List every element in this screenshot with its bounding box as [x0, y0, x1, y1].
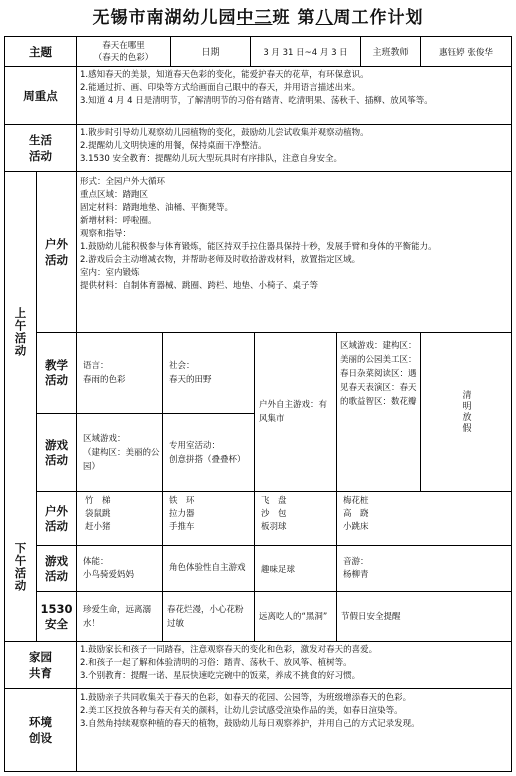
afternoon-game-c4-title: 杨柳青 [343, 569, 369, 580]
topic-label: 主题 [29, 44, 52, 59]
list-item: 3.自然角持续观察种植的春天的植物，鼓励幼儿每日观察养护，并用自己的方式记录发现。 [80, 719, 420, 729]
morning-label [5, 172, 36, 491]
holiday-note [421, 333, 511, 491]
title-school: 无锡市南湖幼儿园 [92, 8, 237, 28]
list-item: 拉力器 [169, 509, 195, 519]
list-item: 小跳床 [343, 522, 369, 532]
afternoon-game-label-line2: 活动 [45, 568, 68, 583]
afternoon-label-text: 下午活动 [13, 541, 28, 592]
topic-value-line1: 春天在哪里 [102, 40, 145, 51]
teaching-social-type: 社会： [169, 361, 195, 371]
week-focus-list [77, 67, 511, 124]
afternoon-outdoor-col1 [77, 492, 162, 545]
afternoon-game-c1-title: 小鸟骑爱妈妈 [83, 569, 135, 580]
list-item: 2.美工区投放各种与春天有关的颜料，让幼儿尝试感受渲染作品的美，如春日渲染等。 [80, 706, 403, 716]
list-item: 重点区域：踏跑区 [80, 190, 149, 200]
list-item: 形式：全园户外大循环 [80, 177, 166, 187]
list-item: 观察和指导： [80, 229, 132, 239]
safety-label-line2: 安全 [45, 616, 68, 631]
afternoon-outdoor-col4 [337, 492, 511, 545]
list-item: 飞 盘 [261, 496, 287, 506]
title-week: 八 [315, 8, 334, 28]
safety-c4: 节假日安全提醒 [341, 611, 401, 622]
environment-label [5, 689, 76, 771]
family-list [77, 642, 511, 688]
page-title [0, 4, 516, 32]
date-label: 日期 [201, 48, 220, 58]
morning-game-area-title: （建构区：美丽的公园） [83, 447, 160, 472]
family-label-line2: 共育 [29, 666, 52, 680]
environment-label-line1: 环境 [29, 715, 52, 729]
safety-c3: 远离吃人的“黑洞” [259, 611, 328, 622]
family-label-line1: 家园 [29, 650, 52, 664]
list-item: 1.散步时引导幼儿观察幼儿园植物的变化，鼓励幼儿尝试收集并观察动植物。 [80, 128, 369, 138]
afternoon-outdoor-label-line2: 活动 [45, 518, 68, 533]
morning-outdoor-content [77, 172, 511, 332]
teaching-social-title: 春天的田野 [169, 375, 212, 385]
morning-outdoor-label [37, 172, 76, 332]
afternoon-game-c4-type: 音游： [343, 556, 369, 567]
list-item: 高 跷 [343, 509, 369, 519]
afternoon-game-c3: 趣味足球 [261, 564, 296, 575]
life-list [77, 125, 511, 171]
list-item: 铁 环 [169, 496, 195, 506]
list-item: 袋鼠跳 [85, 509, 111, 519]
list-item: 1.鼓励幼儿能积极参与体育锻炼，能区持双手拉住器具保持十秒，发展手臂和身体的平衡能力。 [80, 242, 437, 252]
list-item: 1.鼓励家长和孩子一同踏春，注意观察春天的变化和色彩，激发对春天的喜爱。 [80, 645, 378, 655]
list-item: 板羽球 [261, 522, 287, 532]
list-item: 3.1530 安全教育：提醒幼儿玩大型玩具时有序排队，注意自身安全。 [80, 154, 342, 164]
afternoon-outdoor-label [37, 492, 76, 545]
safety-label-line1: 1530 [40, 601, 73, 616]
afternoon-outdoor-col3 [255, 492, 336, 545]
list-item: 手推车 [169, 522, 195, 532]
teaching-language-type: 语言： [83, 361, 109, 371]
list-item: 2.能通过折、画、印染等方式给画面自己眼中的春天，并用语言描述出来。 [80, 83, 361, 93]
morning-outdoor-label-line1: 户外 [45, 237, 68, 251]
list-item: 沙 包 [261, 509, 287, 519]
afternoon-outdoor-label-line1: 户外 [45, 503, 68, 518]
list-item: 3.个别教育：提醒一诺、星辰快速吃完碗中的饭菜，养成不挑食的好习惯。 [80, 671, 361, 681]
family-label [5, 642, 76, 688]
teaching-language-title: 春雨的色彩 [83, 375, 126, 385]
morning-game-special-title: 创意拼搭（叠叠杯） [169, 454, 246, 465]
safety-c1: 珍爱生命，远离溺水！ [83, 604, 152, 629]
list-item: 固定材料：踏跑地垫、油桶、平衡凳等。 [80, 203, 234, 213]
afternoon-game-c2: 角色体验性自主游戏 [169, 563, 246, 573]
morning-game-special [163, 414, 254, 491]
teacher-label: 主班教师 [372, 48, 409, 58]
list-item: 3.知道 4 月 4 日是清明节，了解清明节的习俗有踏青、吃清明果、荡秋千、插柳、放风筝等。 [80, 96, 433, 106]
teaching-label: 教学活动 [45, 358, 68, 387]
afternoon-game-c1-type: 体能： [83, 556, 109, 567]
list-item: 1.鼓励亲子共同收集关于春天的色彩，如春天的花园、公园等，为班级增添春天的色彩。 [80, 693, 412, 703]
afternoon-game-label [37, 546, 76, 591]
list-item: 提供材料：自制体育器械、跳圈、跨栏、地垫、小椅子、桌子等 [80, 281, 319, 291]
afternoon-game-label-line1: 游戏 [45, 553, 68, 568]
holiday-note-text: 清明放假 [460, 390, 471, 434]
teaching-social [163, 333, 254, 413]
afternoon-game-c1 [77, 546, 162, 591]
life-label [5, 125, 76, 171]
teaching-language [77, 333, 162, 413]
list-item: 2.和孩子一起了解和体验清明的习俗：踏青、荡秋千、放风筝、植树等。 [80, 658, 352, 668]
week-focus-label: 周重点 [23, 88, 58, 103]
list-item: 竹 梯 [85, 496, 111, 506]
list-item: 1.感知春天的美景，知道春天色彩的变化，能爱护春天的花草，有环保意识。 [80, 70, 369, 80]
list-item: 2.提醒幼儿文明快速的用餐，保持桌面干净整洁。 [80, 141, 267, 151]
afternoon-outdoor-col2 [163, 492, 254, 545]
safety-label [37, 592, 76, 641]
list-item: 新增材料：呼啦圈。 [80, 216, 157, 226]
title-ban: 班 第 [272, 8, 316, 28]
morning-game-area-type: 区域游戏： [83, 433, 126, 444]
date-value: 3 月 31 日~4 月 3 日 [263, 47, 348, 58]
title-class: 中三 [236, 8, 273, 28]
morning-outdoor-label-line2: 活动 [45, 253, 68, 267]
list-item: 2.游戏后会主动增减衣物，并帮助老师及时收拾游戏材料，放置指定区域。 [80, 255, 361, 265]
title-suffix: 周工作计划 [333, 8, 424, 28]
afternoon-label [5, 492, 36, 641]
safety-c2: 春花烂漫，小心花粉过敏 [167, 604, 244, 629]
environment-label-line2: 创设 [29, 731, 52, 745]
topic-value [77, 37, 170, 66]
topic-value-line2: （春天的色彩） [93, 52, 154, 63]
list-item: 室内：室内锻炼 [80, 268, 140, 278]
life-label-line2: 活动 [29, 149, 52, 163]
teacher-value: 惠钰婷 张俊华 [439, 47, 493, 58]
morning-game-special-type: 专用室活动： [169, 440, 221, 451]
list-item: 赶小猪 [85, 522, 111, 532]
morning-label-text: 上午活动 [13, 306, 28, 357]
life-label-line1: 生活 [29, 133, 52, 147]
morning-game-label: 游戏活动 [45, 437, 68, 467]
afternoon-game-c4 [337, 546, 511, 591]
morning-game-area [77, 414, 162, 491]
area-games: 区域游戏：建构区：美丽的公园美工区：春日杂菜阅读区：遇见春天表演区：春天的歌益智区：数花瓣 [340, 341, 417, 407]
free-play: 户外自主游戏：有风集市 [259, 400, 328, 424]
environment-list [77, 689, 511, 771]
list-item: 梅花桩 [343, 496, 369, 506]
